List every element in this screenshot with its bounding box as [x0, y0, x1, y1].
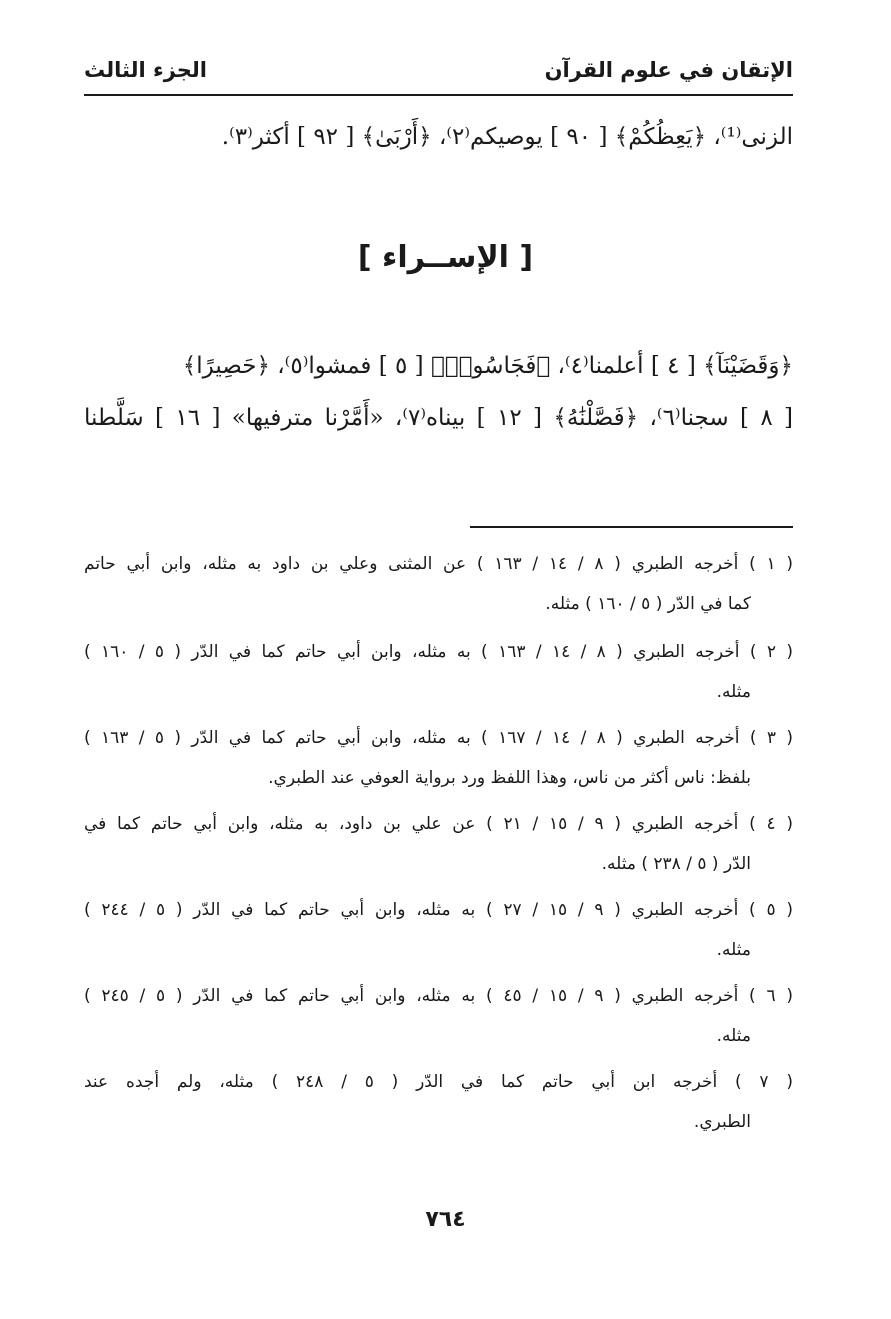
footnote-continuation: مثله. [716, 940, 751, 960]
body-line-3: [ ٨ ] سجنا⁽٦⁾، ﴿فَصَّلْنَٰهُ﴾ [ ١٢ ] بيناه⁽٧⁾، «أَمَّرْنا مترفيها» [ ١٦ ] سَلَّطنا [84, 405, 793, 431]
footnote-text: ( ٧ ) أخرجه ابن أبي حاتم كما في الدّر ( ٥ / ٢٤٨ ) مثله، ولم أجده عند [84, 1072, 793, 1092]
footnote-continuation: مثله. [716, 682, 751, 702]
footnote-continuation: كما في الدّر ( ٥ / ١٦٠ ) مثله. [545, 594, 751, 614]
running-head-part: الجزء الثالث [84, 58, 207, 82]
footnote-separator [470, 526, 793, 528]
body-line-2: ﴿وَقَضَيْنَآ﴾ [ ٤ ] أعلمنا⁽٤⁾، ﴿فَجَاسُوا۟﴾ [ ٥ ] فمشوا⁽٥⁾، ﴿حَصِيرًا﴾ [182, 353, 793, 379]
footnote-4 [84, 804, 793, 884]
footnote-7 [84, 1062, 793, 1142]
footnote-5 [84, 890, 793, 970]
footnote-1 [84, 544, 793, 624]
footnote-text: ( ٣ ) أخرجه الطبري ( ٨ / ١٤ / ١٦٧ ) به مثله، وابن أبي حاتم كما في الدّر ( ٥ / ١٦٣ ) [84, 728, 793, 748]
footnote-continuation: مثله. [716, 1026, 751, 1046]
footnote-continuation: الدّر ( ٥ / ٢٣٨ ) مثله. [601, 854, 751, 874]
footnote-text: ( ٤ ) أخرجه الطبري ( ٩ / ١٥ / ٢١ ) عن علي بن داود، به مثله، وابن أبي حاتم كما في [84, 814, 793, 834]
footnote-text: ( ٦ ) أخرجه الطبري ( ٩ / ١٥ / ٤٥ ) به مثله، وابن أبي حاتم كما في الدّر ( ٥ / ٢٤٥ ) [84, 986, 793, 1006]
body-line-1: الزنى⁽¹⁾، ﴿يَعِظُكُمْ﴾ [ ٩٠ ] يوصيكم⁽٢⁾، ﴿أَرْبَىٰ﴾ [ ٩٢ ] أكثر⁽٣⁾. [221, 124, 793, 150]
running-head-book-title: الإتقان في علوم القرآن [544, 58, 793, 82]
footnote-text: ( ٥ ) أخرجه الطبري ( ٩ / ١٥ / ٢٧ ) به مثله، وابن أبي حاتم كما في الدّر ( ٥ / ٢٤٤ ) [84, 900, 793, 920]
footnote-continuation: بلفظ: ناس أكثر من ناس، وهذا اللفظ ورد برواية العوفي عند الطبري. [268, 768, 751, 788]
footnote-text: ( ٢ ) أخرجه الطبري ( ٨ / ١٤ / ١٦٣ ) به مثله، وابن أبي حاتم كما في الدّر ( ٥ / ١٦٠ ) [84, 642, 793, 662]
footnote-text: ( ١ ) أخرجه الطبري ( ٨ / ١٤ / ١٦٣ ) عن المثنى وعلي بن داود به مثله، وابن أبي حاتم [84, 554, 793, 574]
page-number: ٧٦٤ [425, 1207, 466, 1232]
page-header [84, 52, 793, 92]
footnote-6 [84, 976, 793, 1056]
section-title: [ الإســراء ] [357, 240, 534, 275]
header-rule [84, 94, 793, 96]
footnote-continuation: الطبري. [693, 1112, 751, 1132]
footnote-2 [84, 632, 793, 712]
footnote-3 [84, 718, 793, 798]
